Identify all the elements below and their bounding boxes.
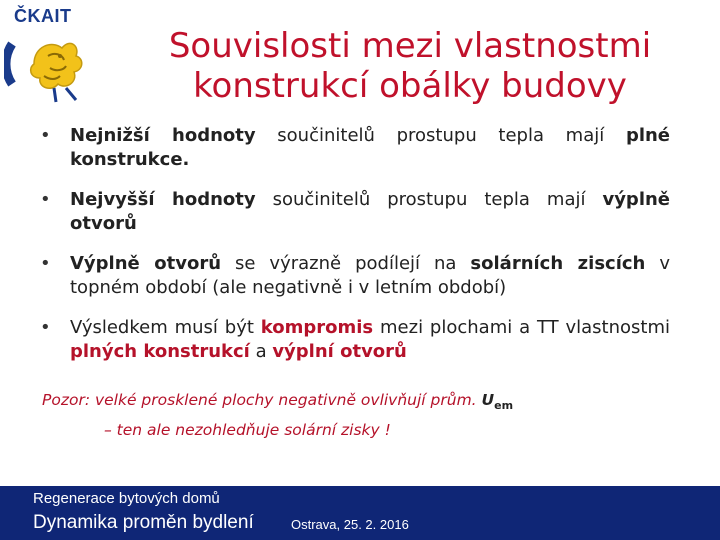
footer-bar bbox=[0, 486, 720, 540]
footer-place-date: Ostrava, 25. 2. 2016 bbox=[291, 517, 409, 532]
note-symbol: U bbox=[481, 391, 495, 409]
page-title: Souvislosti mezi vlastnostmi konstrukcí obálky budovy bbox=[168, 26, 652, 106]
note-line-1 bbox=[42, 388, 682, 418]
bullet-item bbox=[40, 316, 670, 364]
logo-text: ČKAIT bbox=[14, 6, 72, 26]
bullet-text: a bbox=[249, 341, 273, 362]
bullet-list bbox=[40, 124, 670, 380]
bullet-text: mezi plochami a TT vlastnostmi bbox=[373, 317, 670, 338]
bullet-text: Nejvyšší hodnoty bbox=[70, 189, 256, 210]
warning-note bbox=[42, 388, 682, 442]
bullet-text: Výplně otvorů bbox=[70, 253, 222, 274]
bullet-item bbox=[40, 124, 670, 172]
bullet-text: v topném období (ale negativně i v letním období) bbox=[70, 253, 671, 298]
bullet-text: výplní otvorů bbox=[272, 341, 407, 362]
footer-series: Regenerace bytových domů bbox=[33, 490, 220, 507]
bullet-text: kompromis bbox=[260, 317, 374, 338]
bullet-text: plných konstrukcí bbox=[70, 341, 250, 362]
bullet-text: solárních zisc bbox=[470, 253, 616, 274]
footer-title: Dynamika proměn bydlení bbox=[33, 512, 254, 533]
bullet-text: se výrazně podílejí na bbox=[221, 253, 471, 274]
lion-emblem-icon bbox=[4, 26, 96, 104]
ckait-logo bbox=[4, 4, 96, 104]
bullet-text: součinitelů prostupu tepla mají bbox=[255, 189, 603, 210]
bullet-text: plné konstrukce. bbox=[70, 125, 671, 170]
bullet-text: Nejnižší hodnoty bbox=[70, 125, 256, 146]
note-line-2: – ten ale nezohledňuje solární zisky ! bbox=[104, 421, 391, 440]
bullet-text: ích bbox=[615, 253, 646, 274]
note-text: Pozor: velké prosklené plochy negativně ovlivňují prům. bbox=[42, 391, 477, 409]
bullet-text: Výsledkem musí být bbox=[70, 317, 261, 338]
note-subscript: em bbox=[494, 399, 514, 413]
bullet-item bbox=[40, 188, 670, 236]
bullet-text: výplně otvorů bbox=[70, 189, 671, 234]
bullet-item bbox=[40, 252, 670, 300]
bullet-text: součinitelů prostupu tepla mají bbox=[255, 125, 626, 146]
